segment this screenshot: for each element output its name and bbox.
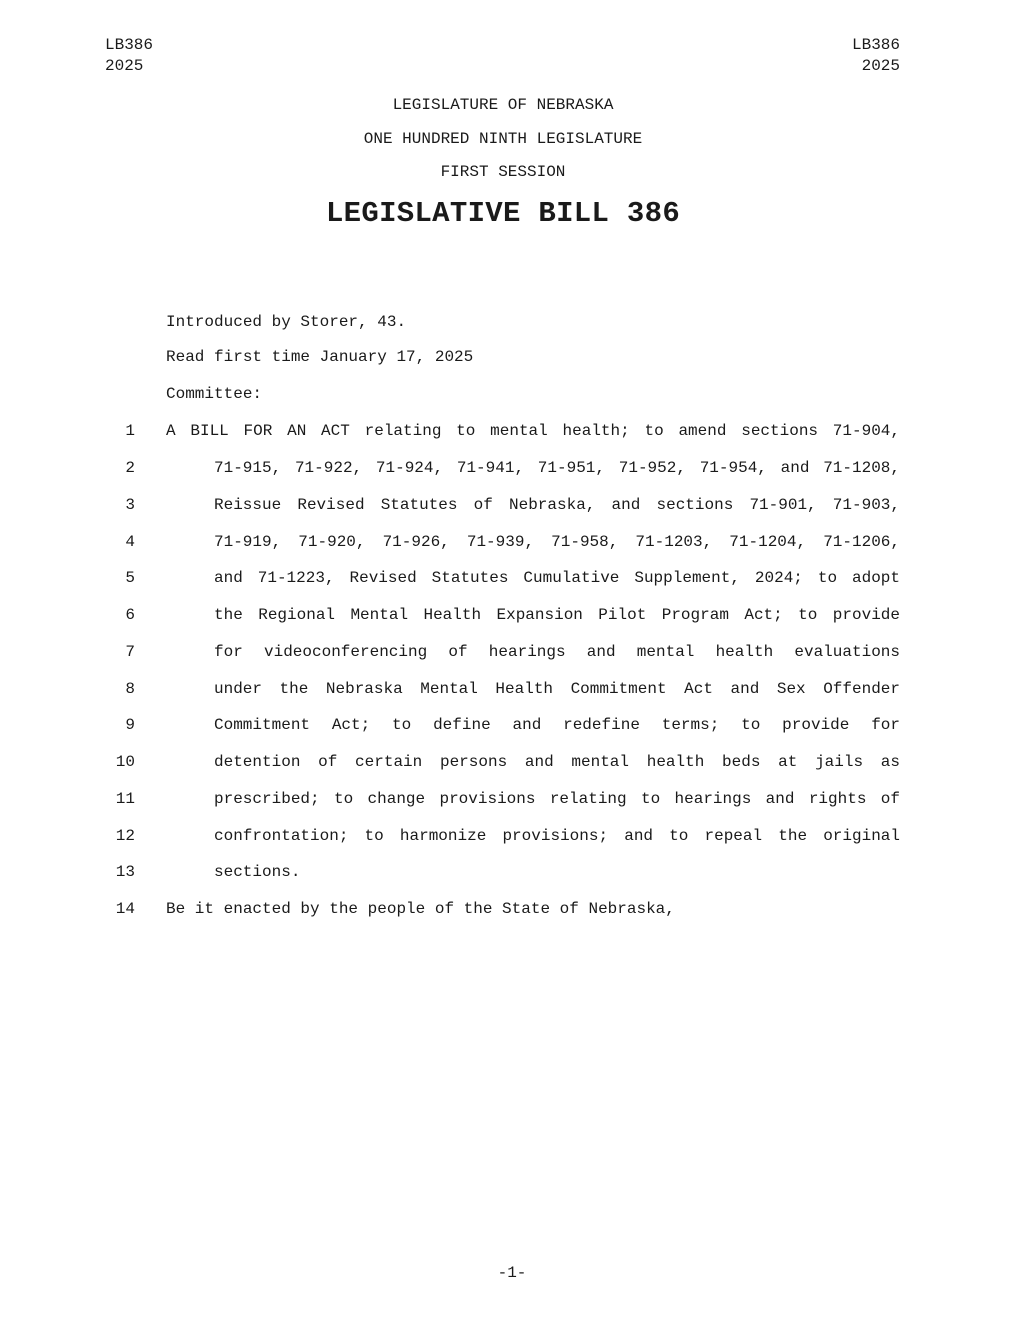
line-number: 4 [125, 533, 135, 551]
line-number: 12 [115, 827, 135, 845]
bill-line [0, 790, 1024, 812]
bill-line [0, 643, 1024, 665]
bill-line [0, 753, 1024, 775]
line-text: Be it enacted by the people of the State of Nebraska, [166, 900, 675, 918]
line-text: 71-915, 71-922, 71-924, 71-941, 71-951, 71-952, 71-954, and 71-1208, [214, 459, 900, 477]
bill-title: LEGISLATIVE BILL 386 [325, 197, 681, 230]
bill-line [0, 496, 1024, 518]
line-text: Commitment Act; to define and redefine terms; to provide for [214, 716, 900, 734]
session-heading: FIRST SESSION [440, 163, 566, 181]
line-text: detention of certain persons and mental health beds at jails as [214, 753, 900, 771]
line-text: 71-919, 71-920, 71-926, 71-939, 71-958, 71-1203, 71-1204, 71-1206, [214, 533, 900, 551]
header-left-year: 2025 [105, 57, 144, 75]
bill-line [0, 863, 1024, 885]
committee-label: Committee: [166, 385, 263, 403]
legislature-heading: LEGISLATURE OF NEBRASKA [392, 96, 614, 114]
line-number: 7 [125, 643, 135, 661]
header-right-bill: LB386 [851, 36, 900, 54]
header-left-bill: LB386 [105, 36, 154, 54]
read-first-time: Read first time January 17, 2025 [166, 348, 474, 366]
header-left [105, 35, 153, 77]
line-number: 14 [115, 900, 135, 918]
line-number: 6 [125, 606, 135, 624]
introduced-by: Introduced by Storer, 43. [166, 313, 407, 331]
line-text: sections. [214, 863, 301, 881]
line-number: 1 [125, 422, 135, 440]
bill-line [0, 900, 1024, 922]
line-number: 9 [125, 716, 135, 734]
bill-line [0, 459, 1024, 481]
line-text: the Regional Mental Health Expansion Pilot Program Act; to provide [214, 606, 900, 624]
line-text: prescribed; to change provisions relating to hearings and rights of [214, 790, 900, 808]
line-text: Reissue Revised Statutes of Nebraska, and sections 71-901, 71-903, [214, 496, 900, 514]
line-number: 5 [125, 569, 135, 587]
line-text: confrontation; to harmonize provisions; and to repeal the original [214, 827, 900, 845]
bill-line [0, 422, 1024, 444]
bill-line [0, 827, 1024, 849]
line-text: under the Nebraska Mental Health Commitment Act and Sex Offender [214, 680, 900, 698]
bill-line [0, 569, 1024, 591]
bill-line [0, 533, 1024, 555]
bill-line [0, 606, 1024, 628]
header-right-year: 2025 [861, 57, 900, 75]
session-number-heading: ONE HUNDRED NINTH LEGISLATURE [363, 130, 643, 148]
line-number: 8 [125, 680, 135, 698]
page-number: -1- [497, 1264, 527, 1282]
line-number: 11 [115, 790, 135, 808]
line-number: 13 [115, 863, 135, 881]
line-number: 2 [125, 459, 135, 477]
line-text: and 71-1223, Revised Statutes Cumulative Supplement, 2024; to adopt [214, 569, 900, 587]
bill-line [0, 716, 1024, 738]
bill-line [0, 680, 1024, 702]
line-text: for videoconferencing of hearings and mental health evaluations [214, 643, 900, 661]
line-number: 3 [125, 496, 135, 514]
header-right [852, 35, 900, 77]
line-text: A BILL FOR AN ACT relating to mental health; to amend sections 71-904, [166, 422, 900, 440]
line-number: 10 [115, 753, 135, 771]
